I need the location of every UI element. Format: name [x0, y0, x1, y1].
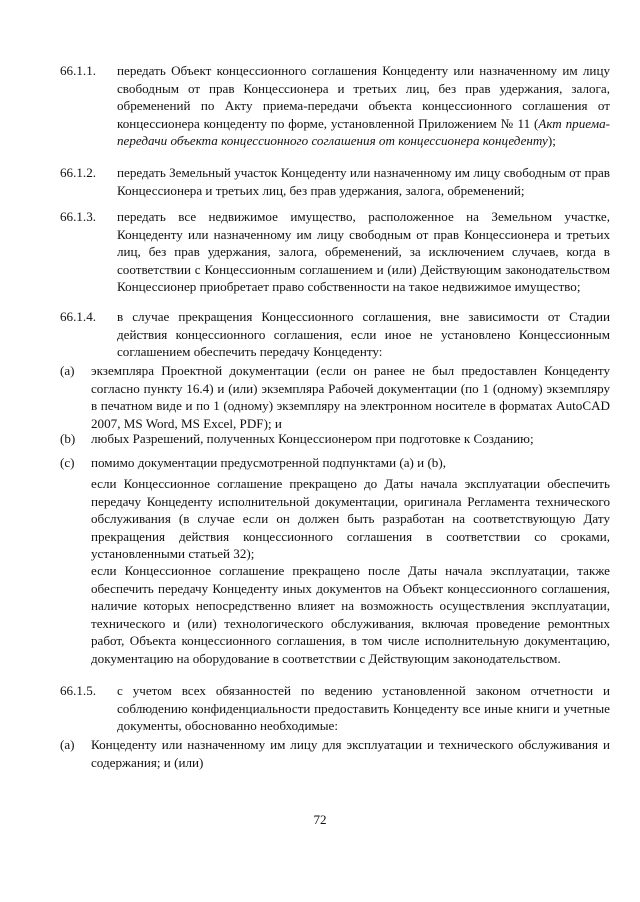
- clause-number: 66.1.5.: [60, 683, 97, 698]
- page-number: 72: [313, 812, 327, 827]
- paragraph-after-operation: если Концессионное соглашение прекращено после Даты начала эксплуатации, также обеспечить передачу Концеденту иных документов на Объект концессионного соглашения, наличие которых непосредственно влияет на возможность осуществления эксплуатации, технического и (или) технологического обслуживания, включая проведение ремонтных работ, Объекта концессионного соглашения, в том числе исполнительную документацию, документацию на оборудование в соответствии с Действующим законодательством.: [91, 563, 610, 666]
- clause-66-1-2: [60, 164, 610, 199]
- clause-number: 66.1.4.: [60, 309, 97, 324]
- clause-number: 66.1.2.: [60, 165, 97, 180]
- subitem-text: помимо документации предусмотренной подпунктами (а) и (b),: [91, 455, 446, 470]
- subitem-letter: (b): [60, 431, 76, 446]
- clause-text: в случае прекращения Концессионного соглашения, вне зависимости от Стадии действия концессионного соглашения, если иное не установлено Концессионным соглашением обеспечить передачу Концеденту:: [117, 309, 610, 360]
- clause-text: передать Объект концессионного соглашения Концеденту или назначенному им лицу свободным от прав Концессионера и третьих лиц, без прав удержания, залога, обременений по Акту приема-передачи объекта концессионного соглашения от концессионера концеденту по форме, установленной Приложением № 11 (Акт приема-передачи объекта концессионного соглашения от концессионера концеденту);: [117, 63, 610, 149]
- subitem-b: [60, 430, 610, 448]
- clause-66-1-3: [60, 208, 610, 296]
- clause-66-1-4: [60, 308, 610, 361]
- subitem-c: [60, 454, 610, 472]
- subitem-letter: (a): [60, 737, 75, 752]
- clause-text: передать Земельный участок Концеденту или назначенному им лицу свободным от прав Концессионера и третьих лиц, без прав удержания, залога, обременений;: [117, 165, 610, 198]
- subitem-a: [60, 362, 610, 432]
- subitem-letter: (c): [60, 455, 75, 470]
- clause-number: 66.1.1.: [60, 63, 97, 78]
- clause-text: передать все недвижимое имущество, расположенное на Земельном участке, Концеденту или назначенному им лицу свободным от прав Концессионера и третьих лиц, без прав удержания, залога, обременений, за исключением случаев, когда в соответствии с Концессионным соглашением и (или) Действующим законодательством Концессионер приобретает право собственности на такое недвижимое имущество;: [117, 209, 610, 295]
- subitem-a-2: [60, 736, 610, 771]
- subitem-text: экземпляра Проектной документации (если он ранее не был предоставлен Концеденту согласно пункту 16.4) и (или) экземпляра Рабочей документации (по 1 (одному) экземпляру в печатном виде и по 1 (одному) экземпляру на электронном носителе в форматах AutoCAD 2007, MS Word, MS Excel, PDF); и: [91, 363, 610, 431]
- clause-italic-title: Акт приема-передачи объекта концессионного соглашения от концессионера концеденту: [117, 115, 610, 149]
- paragraph-before-operation: если Концессионное соглашение прекращено до Даты начала эксплуатации обеспечить передачу Концеденту исполнительной документации, оригинала Регламента технического обслуживания (в случае если он должен быть разработан на соответствующую Дату прекращения действия концессионного соглашения в соответствии со сроками, установленными статьей 32);: [91, 476, 610, 562]
- clause-number: 66.1.3.: [60, 209, 97, 224]
- subitem-text: любых Разрешений, полученных Концессионером при подготовке к Созданию;: [91, 431, 534, 446]
- subitem-letter: (a): [60, 363, 75, 378]
- clause-66-1-1: [60, 62, 610, 150]
- subitem-text: Концеденту или назначенному им лицу для эксплуатации и технического обслуживания и содержания; и (или): [91, 737, 610, 770]
- clause-66-1-5: [60, 682, 610, 735]
- clause-text: с учетом всех обязанностей по ведению установленной законом отчетности и соблюдению конфиденциальности предоставить Концеденту все иные книги и учетные документы, обоснованно необходимые:: [117, 683, 610, 734]
